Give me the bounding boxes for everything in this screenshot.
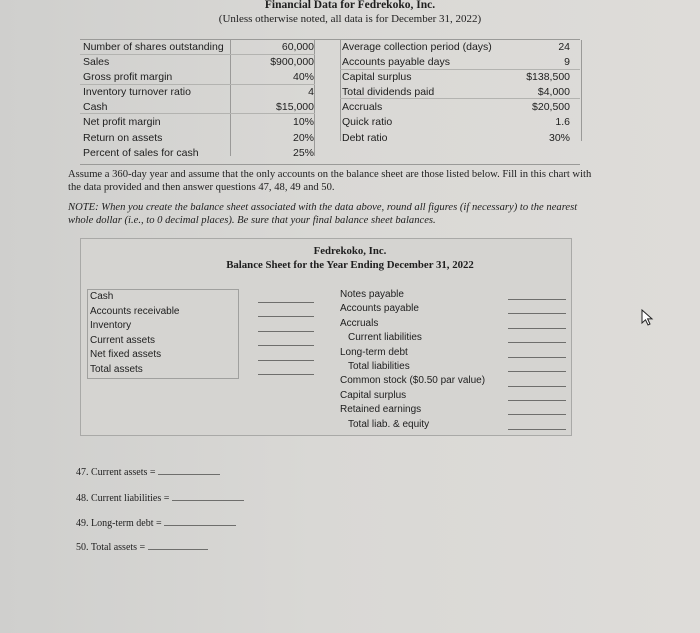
- row-label: Inventory turnover ratio: [83, 86, 191, 98]
- accruals-blank[interactable]: [508, 328, 566, 329]
- row-label: Total dividends paid: [342, 86, 435, 98]
- data-row: [80, 56, 580, 71]
- long-term-debt-blank[interactable]: [508, 357, 566, 358]
- retained-earnings-blank[interactable]: [508, 414, 566, 415]
- row-value: 4: [308, 86, 314, 98]
- asset-label: Current assets: [90, 334, 156, 346]
- document-title: Financial Data for Fedrekoko, Inc.: [264, 0, 436, 11]
- row-value: $900,000: [270, 56, 314, 68]
- assets-list: [87, 289, 239, 379]
- row-label: Accounts payable days: [342, 56, 450, 68]
- question-49: [76, 518, 236, 529]
- question-label: 48. Current liabilities =: [76, 493, 170, 504]
- row-label: Debt ratio: [342, 132, 388, 144]
- row-label: Net profit margin: [83, 116, 161, 128]
- financial-data-table: [80, 39, 580, 165]
- answer-48-blank[interactable]: [172, 500, 244, 501]
- note-paragraph: [68, 201, 598, 227]
- question-label: 47. Current assets =: [76, 467, 156, 478]
- liability-label: Accounts payable: [340, 303, 419, 315]
- data-row: [80, 116, 580, 131]
- answer-50-blank[interactable]: [148, 549, 208, 550]
- question-48: [76, 493, 244, 504]
- accounts-receivable-blank[interactable]: [258, 316, 314, 317]
- data-row: [80, 132, 580, 147]
- data-row: [80, 147, 580, 162]
- row-value: $20,500: [532, 101, 570, 113]
- row-label: Return on assets: [83, 132, 163, 144]
- total-liabilities-blank[interactable]: [508, 371, 566, 372]
- question-label: 50. Total assets =: [76, 542, 146, 553]
- row-label: Capital surplus: [342, 71, 412, 83]
- notes-payable-blank[interactable]: [508, 299, 566, 300]
- row-value: $15,000: [276, 101, 314, 113]
- row-label: Quick ratio: [342, 116, 393, 128]
- row-label: Gross profit margin: [83, 71, 173, 83]
- common-stock-blank[interactable]: [508, 386, 566, 387]
- asset-label: Net fixed assets: [90, 349, 162, 361]
- asset-label: Total assets: [90, 363, 143, 375]
- liability-label: Total liabilities: [348, 360, 410, 372]
- note-text: When you create the balance sheet associated with the data above, round all figures (if necessary) to the nearest whole dollar (i.e., to 0 decimal places). Be sure that your final balance sheet balances.: [68, 202, 578, 226]
- liability-label: Current liabilities: [348, 332, 422, 344]
- balance-sheet-company: Fedrekoko, Inc.: [313, 245, 387, 257]
- asset-label: Inventory: [90, 320, 132, 332]
- balance-sheet-title: Balance Sheet for the Year Ending December 31, 2022: [226, 259, 474, 271]
- answer-47-blank[interactable]: [158, 474, 220, 475]
- question-label: 49. Long-term debt =: [76, 518, 162, 529]
- row-value: 20%: [292, 132, 314, 144]
- document-subtitle: (Unless otherwise noted, all data is for December 31, 2022): [218, 13, 482, 25]
- data-row: [80, 86, 580, 101]
- row-label: Percent of sales for cash: [83, 147, 199, 159]
- accounts-payable-blank[interactable]: [508, 313, 566, 314]
- row-value: 30%: [548, 132, 570, 144]
- data-row: [80, 71, 580, 86]
- row-value: $4,000: [537, 86, 570, 98]
- cash-blank[interactable]: [258, 302, 314, 303]
- liability-label: Common stock ($0.50 par value): [340, 375, 486, 387]
- asset-label: Cash: [90, 291, 114, 302]
- liability-label: Long-term debt: [340, 346, 408, 358]
- current-assets-blank[interactable]: [258, 345, 314, 346]
- liability-label: Notes payable: [340, 289, 404, 300]
- instructions-paragraph: Assume a 360-day year and assume that the only accounts on the balance sheet are those listed below. Fill in this chart with the data provided and then answer questions 47, 48, 49 and 50.: [68, 169, 592, 193]
- net-fixed-assets-blank[interactable]: [258, 360, 314, 361]
- row-value: 24: [558, 41, 570, 53]
- row-value: 10%: [292, 116, 314, 128]
- data-row: [80, 41, 580, 56]
- row-value: 9: [564, 56, 570, 68]
- capital-surplus-blank[interactable]: [508, 400, 566, 401]
- row-label: Cash: [83, 101, 108, 113]
- total-assets-blank[interactable]: [258, 374, 314, 375]
- liability-label: Total liab. & equity: [348, 418, 430, 430]
- answer-49-blank[interactable]: [164, 525, 236, 526]
- note-label: NOTE:: [68, 202, 99, 213]
- current-liabilities-blank[interactable]: [508, 342, 566, 343]
- liability-label: Retained earnings: [340, 404, 422, 416]
- asset-label: Accounts receivable: [90, 305, 180, 317]
- row-value: $138,500: [526, 71, 570, 83]
- row-value: 60,000: [281, 41, 314, 53]
- mouse-cursor-icon: [641, 309, 654, 326]
- liability-label: Accruals: [340, 317, 379, 329]
- row-label: Sales: [83, 56, 110, 68]
- row-label: Accruals: [342, 101, 383, 113]
- liabilities-list: [340, 288, 485, 432]
- row-value: 40%: [292, 71, 314, 83]
- row-label: Average collection period (days): [342, 41, 492, 53]
- question-47: [76, 467, 220, 478]
- row-value: 25%: [292, 147, 314, 159]
- data-row: [80, 101, 580, 116]
- question-50: [76, 542, 208, 553]
- row-label: Number of shares outstanding: [83, 41, 224, 53]
- liability-label: Capital surplus: [340, 389, 407, 401]
- row-value: 1.6: [555, 116, 570, 128]
- total-liab-equity-blank[interactable]: [508, 429, 566, 430]
- inventory-blank[interactable]: [258, 331, 314, 332]
